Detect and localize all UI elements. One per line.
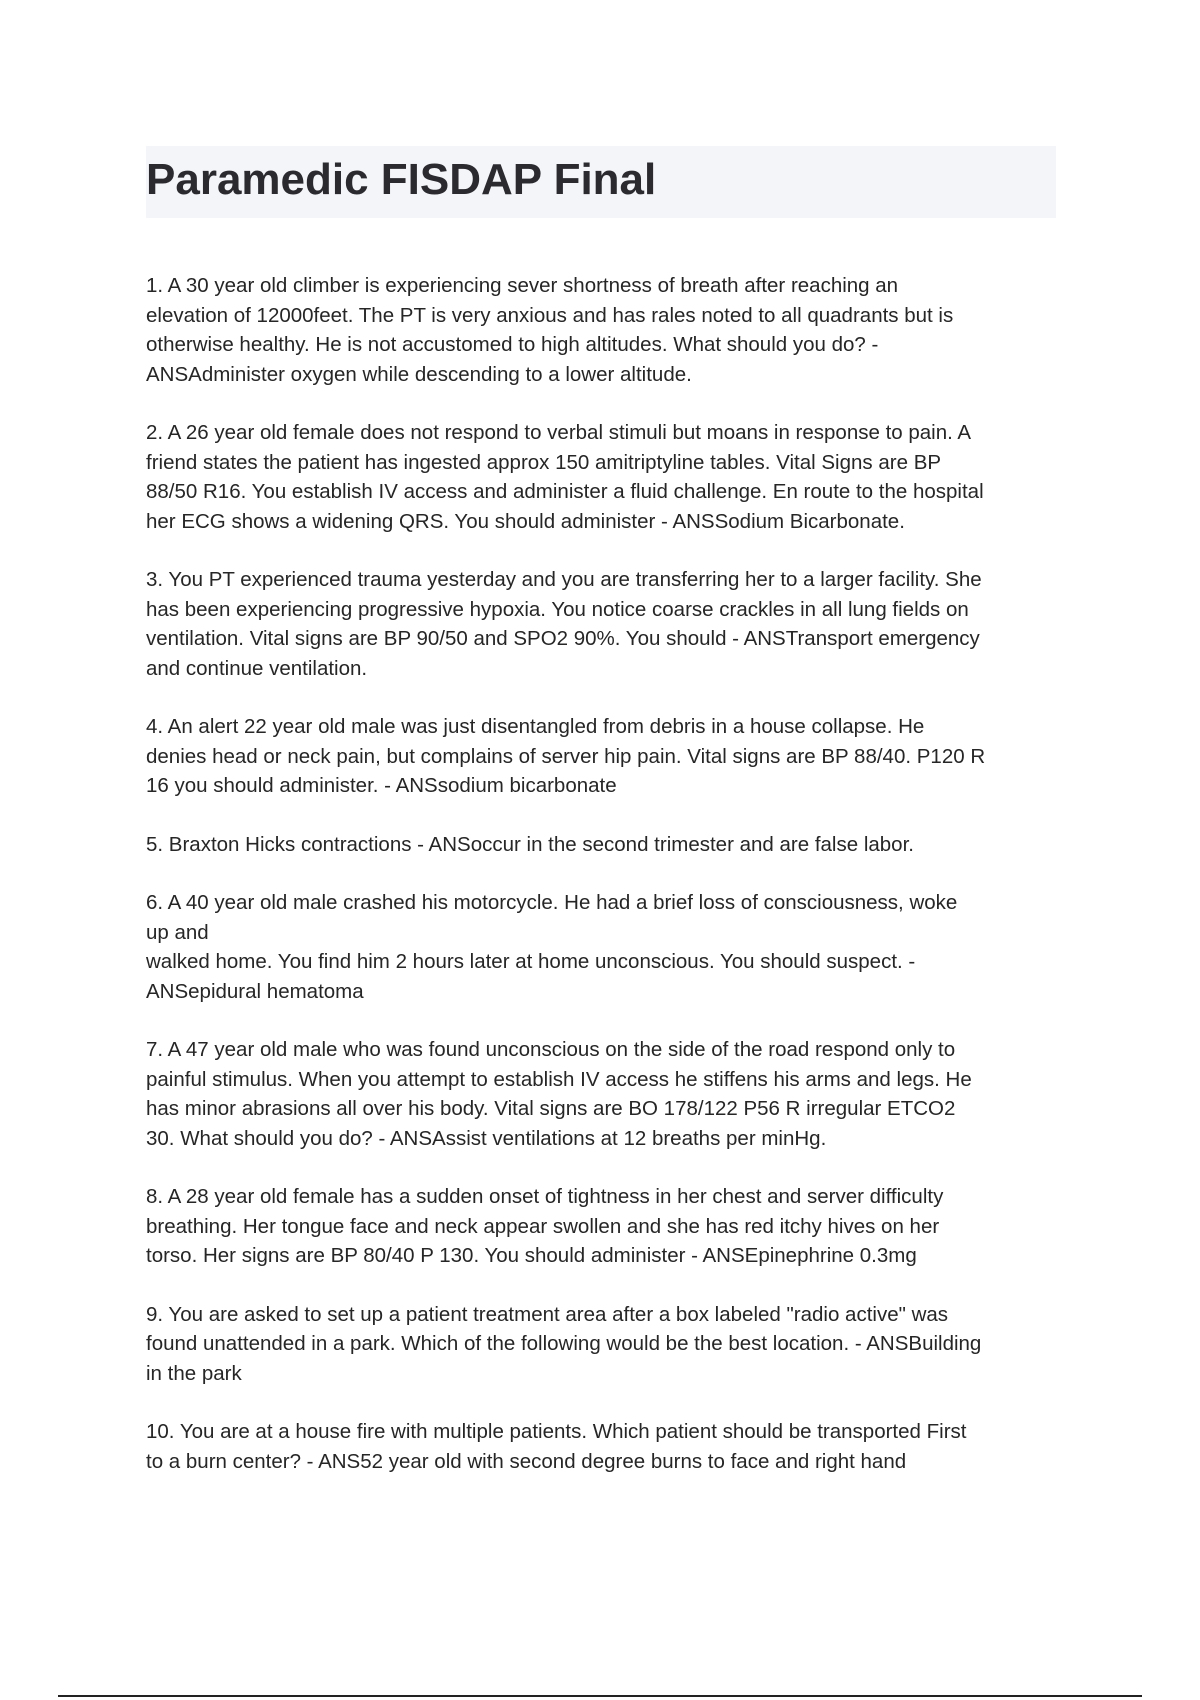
question-item-8: 8. A 28 year old female has a sudden onset of tightness in her chest and server difficulty breathing. Her tongue face and neck appear swollen and she has red itchy hives on her torso. Her signs are BP 80/40 P 130. You should administer - ANSEpinephrine 0.3mg [146, 1185, 944, 1267]
question-item-4: 4. An alert 22 year old male was just disentangled from debris in a house collapse. He denies head or neck pain, but complains of server hip pain. Vital signs are BP 88/40. P120 R 16 you should administer. - ANSsodium bicarbonate [146, 715, 986, 797]
question-item-5: 5. Braxton Hicks contractions - ANSoccur in the second trimester and are false labor. [146, 832, 914, 856]
question-item-1: 1. A 30 year old climber is experiencing sever shortness of breath after reaching an elevation of 12000feet. The PT is very anxious and has rales noted to all quadrants but is otherwise healthy. He is not accustomed to high altitudes. What should you do? - ANSAdminister oxygen while descending to a lower altitude. [146, 274, 954, 386]
page-title: Paramedic FISDAP Final [146, 155, 657, 204]
question-item-7: 7. A 47 year old male who was found unconscious on the side of the road respond only to painful stimulus. When you attempt to establish IV access he stiffens his arms and legs. He has minor abrasions all over his body. Vital signs are BO 178/122 P56 R irregular ETCO2 30. What should you do? - ANSAssist ventilations at 12 breaths per minHg. [146, 1038, 972, 1150]
question-item-9: 9. You are asked to set up a patient treatment area after a box labeled "radio active" was found unattended in a park. Which of the following would be the best location. - ANSBuilding in the park [146, 1302, 982, 1385]
question-item-10: 10. You are at a house fire with multiple patients. Which patient should be transported First to a burn center? - ANS52 year old with second degree burns to face and right hand [146, 1420, 967, 1473]
question-item-3: 3. You PT experienced trauma yesterday and you are transferring her to a larger facility. She has been experiencing progressive hypoxia. You notice coarse crackles in all lung fields on ventilation. Vital signs are BP 90/50 and SPO2 90%. You should - ANSTransport emergency and continue ventilation. [146, 568, 982, 680]
question-item-6: 6. A 40 year old male crashed his motorcycle. He had a brief loss of consciousness, woke up and walked home. You find him 2 hours later at home unconscious. You should suspect. - ANSepidural hematoma [146, 891, 958, 1003]
footer-divider [58, 1695, 1142, 1697]
question-item-2: 2. A 26 year old female does not respond to verbal stimuli but moans in response to pain. A friend states the patient has ingested approx 150 amitriptyline tables. Vital Signs are BP 88/50 R16. You establish IV access and administer a fluid challenge. En route to the hospital her ECG shows a widening QRS. You should administer - ANSSodium Bicarbonate. [146, 421, 984, 533]
question-list [146, 271, 1066, 1505]
title-banner [146, 146, 1056, 218]
